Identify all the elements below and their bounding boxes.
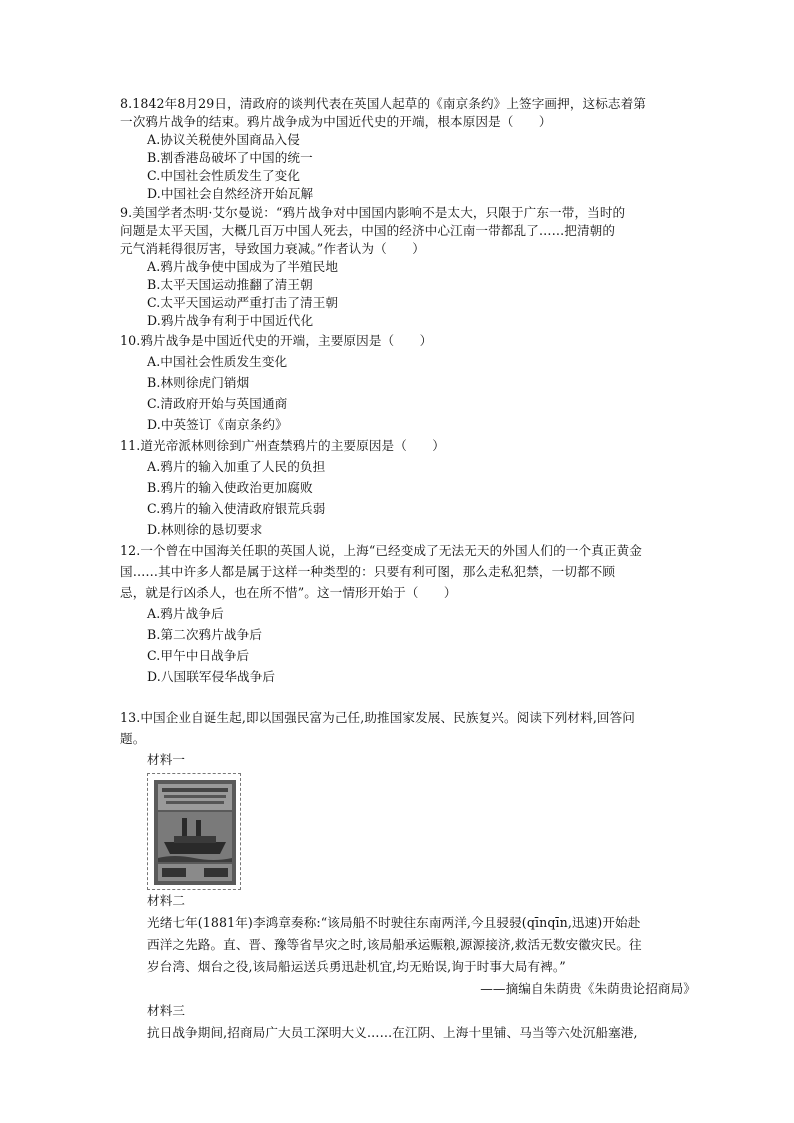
q9-option-c[interactable]: C.太平天国运动严重打击了清王朝 [147, 295, 339, 310]
q8-option-d[interactable]: D.中国社会自然经济开始瓦解 [147, 186, 314, 201]
q9-stem-line3: 元气消耗得很厉害，导致国力衰减。”作者认为（ ） [120, 241, 425, 256]
q12-option-b[interactable]: B.第二次鸦片战争后 [147, 627, 263, 642]
steamship-stamp-illustration [154, 780, 236, 885]
q10-option-a[interactable]: A.中国社会性质发生变化 [147, 354, 288, 369]
q9-option-d[interactable]: D.鸦片战争有利于中国近代化 [147, 313, 314, 328]
q13-stem-line2: 题。 [120, 731, 146, 746]
q8-stem-line2: 一次鸦片战争的结束。鸦片战争成为中国近代史的开端，根本原因是（ ） [120, 114, 552, 129]
q12-option-c[interactable]: C.甲午中日战争后 [147, 648, 250, 663]
q11-option-b[interactable]: B.鸦片的输入使政治更加腐败 [147, 480, 313, 495]
q8-stem-line1: 8.1842年8月29日，清政府的谈判代表在英国人起草的《南京条约》上签字画押，这标志着第 [120, 96, 646, 111]
q12-stem-line3: 忌，就是行凶杀人，也在所不惜”。这一情形开始于（ ） [120, 585, 457, 600]
q13-stem-line1: 13.中国企业自诞生起,即以国强民富为己任,助推国家发展、民族复兴。阅读下列材料,回答问 [120, 710, 635, 725]
material1-title: 材料一 [147, 752, 186, 767]
q11-option-c[interactable]: C.鸦片的输入使清政府银荒兵弱 [147, 501, 326, 516]
q12-stem-line2: 国……其中许多人都是属于这样一种类型的：只要有利可图，那么走私犯禁，一切都不顾 [120, 564, 616, 579]
q9-option-a[interactable]: A.鸦片战争使中国成为了半殖民地 [147, 259, 339, 274]
material2-line1: 光绪七年(1881年)李鸿章奏称:“该局船不时驶往东南两洋,今且骎骎(qīnqīn,迅速)开始赴 [147, 915, 641, 930]
q10-stem: 10.鸦片战争是中国近代史的开端，主要原因是（ ） [120, 333, 433, 348]
q11-option-a[interactable]: A.鸦片的输入加重了人民的负担 [147, 459, 326, 474]
stamp-image [147, 773, 241, 890]
material3-line1: 抗日战争期间,招商局广大员工深明大义……在江阴、上海十里铺、马当等六处沉船塞港, [147, 1025, 638, 1040]
q11-option-d[interactable]: D.林则徐的恳切要求 [147, 522, 263, 537]
q9-option-b[interactable]: B.太平天国运动推翻了清王朝 [147, 277, 313, 292]
material2-line3: 岁台湾、烟台之役,该局船运送兵勇迅赴机宜,均无贻误,询于时事大局有裨。” [147, 959, 566, 974]
q9-stem-line2: 问题是太平天国，大概几百万中国人死去，中国的经济中心江南一带都乱了……把清朝的 [120, 223, 616, 238]
q12-option-d[interactable]: D.八国联军侵华战争后 [147, 669, 276, 684]
q8-option-c[interactable]: C.中国社会性质发生了变化 [147, 168, 301, 183]
q8-option-b[interactable]: B.割香港岛破坏了中国的统一 [147, 150, 313, 165]
q10-option-c[interactable]: C.清政府开始与英国通商 [147, 396, 288, 411]
material2-source: ——摘编自朱荫贵《朱荫贵论招商局》 [480, 981, 696, 996]
q8-option-a[interactable]: A.协议关税使外国商品入侵 [147, 132, 300, 147]
q12-stem-line1: 12.一个曾在中国海关任职的英国人说，上海“已经变成了无法无天的外国人们的一个真正黄金 [120, 543, 642, 558]
material2-title: 材料二 [147, 893, 186, 908]
q10-option-d[interactable]: D.中英签订《南京条约》 [147, 417, 288, 432]
q10-option-b[interactable]: B.林则徐虎门销烟 [147, 375, 250, 390]
q9-stem-line1: 9.美国学者杰明·艾尔曼说：“鸦片战争对中国国内影响不是太大，只限于广东一带，当时的 [120, 205, 626, 220]
q11-stem: 11.道光帝派林则徐到广州查禁鸦片的主要原因是（ ） [120, 438, 445, 453]
material3-title: 材料三 [147, 1003, 186, 1018]
material2-line2: 西洋之先路。直、晋、豫等省旱灾之时,该局船承运赈粮,源源接济,救活无数安徽灾民。往 [147, 937, 642, 952]
q12-option-a[interactable]: A.鸦片战争后 [147, 606, 224, 621]
